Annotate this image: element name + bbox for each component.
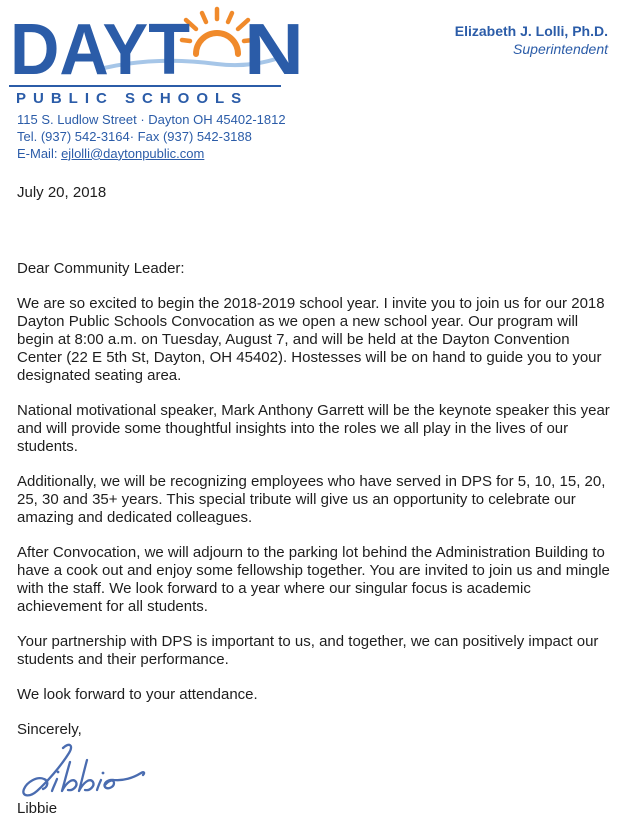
signature-stroke-e-tail xyxy=(104,772,144,788)
email-link[interactable]: ejlolli@daytonpublic.com xyxy=(61,145,205,161)
typed-signature-name: Libbie xyxy=(17,799,58,817)
superintendent-block xyxy=(455,22,608,58)
signature-stroke-b1 xyxy=(62,762,76,791)
email-line xyxy=(17,146,626,163)
logo-text-dayt: DAYT xyxy=(10,10,191,90)
logo-text-n: N xyxy=(244,10,304,90)
signature-stroke-i1 xyxy=(52,779,57,791)
signature-handwriting xyxy=(17,742,173,800)
letterhead xyxy=(0,0,626,163)
signature-i-dots xyxy=(57,770,105,774)
closing: Sincerely, xyxy=(17,720,82,738)
paragraph-attendance: We look forward to your attendance. xyxy=(17,685,258,703)
phone-fax-line: Tel. (937) 542-3164· Fax (937) 542-3188 xyxy=(17,128,252,144)
logo-subtitle: PUBLIC SCHOOLS xyxy=(16,90,249,107)
superintendent-name: Elizabeth J. Lolli, Ph.D. xyxy=(454,23,608,39)
letter-date: July 20, 2018 xyxy=(17,183,107,201)
paragraph-cookout: After Convocation, we will adjourn to the parking lot behind the Administration Building to have a cook out and enjoy some fellowship together. You are invited to join us and mingle with the staff. We look forward to a year where our singular focus is academic achievement for all students. xyxy=(17,543,610,615)
paragraph-partnership: Your partnership with DPS is important to us, and together, we can positively impact our students and their performance. xyxy=(17,632,599,668)
paragraph-service-recognition: Additionally, we will be recognizing employees who have served in DPS for 5, 10, 15, 20, 25, 30 and 35+ years. This special tribute will give us an opportunity to celebrate our amazing and dedicated colleagues. xyxy=(17,472,606,526)
letter-body xyxy=(0,184,626,818)
paragraph-convocation-invite: We are so excited to begin the 2018-2019 school year. I invite you to join us for our 2018 Dayton Public Schools Convocation as we open a new school year. Our program will begin at 8:00 a.m. on Tuesday, August 7, and will be held at the Dayton Convention Center (22 E 5th St, Dayton, OH 45402). Hostesses will be on hand to guide you to your designated seating area. xyxy=(17,294,605,384)
signature-stroke-b2 xyxy=(79,760,93,791)
signature-stroke-i2 xyxy=(97,780,101,790)
letterhead-address xyxy=(17,112,626,163)
paragraph-keynote-speaker: National motivational speaker, Mark Anthony Garrett will be the keynote speaker this year and will provide some thoughtful insights into the roles we all play in the lives of our students. xyxy=(17,401,610,455)
superintendent-title: Superintendent xyxy=(513,41,608,58)
sun-icon xyxy=(196,33,238,54)
sun-rays-icon xyxy=(182,9,253,41)
dayton-wordmark xyxy=(8,8,308,90)
salutation: Dear Community Leader: xyxy=(17,259,185,277)
address-line: 115 S. Ludlow Street · Dayton OH 45402-1812 xyxy=(17,112,286,127)
email-label: E-Mail: xyxy=(17,145,62,161)
